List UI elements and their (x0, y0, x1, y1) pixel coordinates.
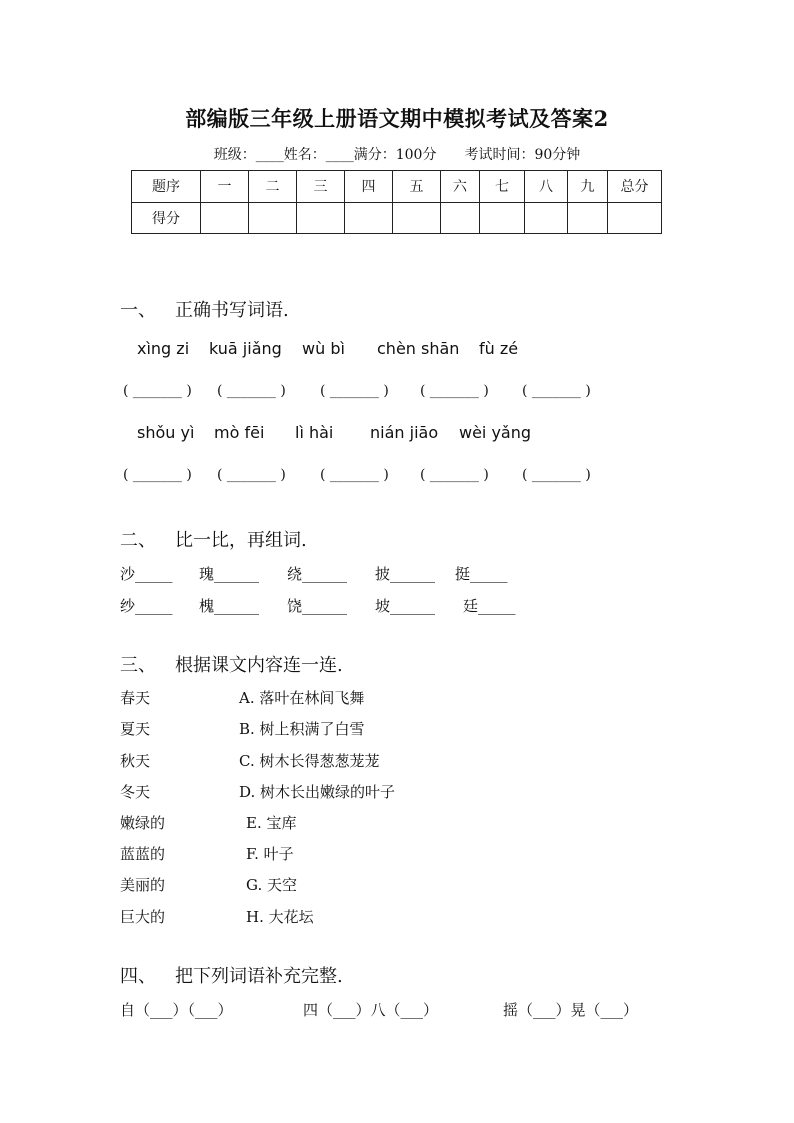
match-left-item[interactable]: 春天 (120, 689, 151, 707)
score-input-cell[interactable] (525, 202, 568, 234)
pinyin-item: lì hài (295, 423, 334, 442)
section-title: 比一比，再组词. (175, 530, 307, 551)
pinyin-item: shǒu yì (137, 423, 195, 442)
word-blank[interactable]: 披______ (375, 565, 436, 583)
page-title: 部编版三年级上册语文期中模拟考试及答案2 (185, 106, 609, 131)
match-right-item[interactable]: A. 落叶在林间飞舞 (239, 689, 365, 707)
section-title: 正确书写词语. (175, 300, 289, 321)
idiom-blank[interactable]: 自（___）（___） (120, 1001, 233, 1019)
section3-heading (120, 651, 343, 677)
answer-blank[interactable]: ( _______ ) (522, 383, 591, 399)
table-cell: 题序 (132, 171, 201, 203)
section-number: 三、 (120, 655, 156, 676)
score-input-cell[interactable] (201, 202, 249, 234)
section4-heading (120, 962, 343, 988)
answer-blank[interactable]: ( _______ ) (320, 383, 389, 399)
match-left-item[interactable]: 秋天 (120, 752, 151, 770)
pinyin-item: wèi yǎng (459, 423, 532, 442)
pinyin-item: chèn shān (377, 339, 460, 358)
score-input-cell[interactable] (297, 202, 345, 234)
section-title: 根据课文内容连一连. (175, 655, 343, 676)
word-blank[interactable]: 饶______ (287, 597, 348, 615)
word-blank[interactable]: 槐______ (199, 597, 260, 615)
word-blank[interactable]: 绕______ (287, 565, 348, 583)
match-right-item[interactable]: C. 树木长得葱葱茏茏 (239, 752, 380, 770)
score-table (131, 170, 662, 234)
pinyin-item: kuā jiǎng (209, 339, 282, 358)
word-blank[interactable]: 坡______ (375, 597, 436, 615)
score-input-cell[interactable] (480, 202, 525, 234)
match-right-item[interactable]: D. 树木长出嫩绿的叶子 (239, 783, 396, 801)
match-right-item[interactable]: F. 叶子 (246, 845, 294, 863)
answer-blank[interactable]: ( _______ ) (522, 467, 591, 483)
exam-info: 班级：____姓名：____满分：100分 考试时间：90分钟 (213, 147, 581, 163)
answer-blank[interactable]: ( _______ ) (123, 467, 192, 483)
section-number: 一、 (120, 300, 156, 321)
table-cell: 五 (393, 171, 441, 203)
score-input-cell[interactable] (393, 202, 441, 234)
word-blank[interactable]: 纱_____ (120, 597, 173, 615)
match-left-item[interactable]: 冬天 (120, 783, 151, 801)
score-table-header-row (132, 171, 662, 203)
answer-blank[interactable]: ( _______ ) (123, 383, 192, 399)
table-cell: 六 (441, 171, 480, 203)
table-cell: 一 (201, 171, 249, 203)
table-cell: 八 (525, 171, 568, 203)
match-left-item[interactable]: 巨大的 (120, 908, 166, 926)
table-cell: 总分 (608, 171, 662, 203)
word-blank[interactable]: 廷_____ (463, 597, 516, 615)
match-left-item[interactable]: 嫩绿的 (120, 814, 166, 832)
idiom-blank[interactable]: 摇（___）晃（___） (503, 1001, 639, 1019)
score-input-cell[interactable] (568, 202, 608, 234)
match-left-item[interactable]: 夏天 (120, 720, 151, 738)
section2-heading (120, 526, 307, 552)
table-cell: 二 (249, 171, 297, 203)
match-left-item[interactable]: 美丽的 (120, 876, 166, 894)
match-left-item[interactable]: 蓝蓝的 (120, 845, 166, 863)
match-right-item[interactable]: E. 宝库 (246, 814, 297, 832)
section-number: 四、 (120, 966, 156, 987)
table-cell: 九 (568, 171, 608, 203)
match-right-item[interactable]: G. 天空 (246, 876, 297, 894)
word-blank[interactable]: 沙_____ (120, 565, 173, 583)
pinyin-item: nián jiāo (370, 423, 439, 442)
section-title: 把下列词语补充完整. (175, 966, 343, 987)
score-input-cell[interactable] (441, 202, 480, 234)
table-cell: 七 (480, 171, 525, 203)
answer-blank[interactable]: ( _______ ) (420, 383, 489, 399)
answer-blank[interactable]: ( _______ ) (420, 467, 489, 483)
score-table-score-row (132, 202, 662, 234)
answer-blank[interactable]: ( _______ ) (217, 467, 286, 483)
pinyin-item: xìng zi (137, 339, 190, 358)
score-input-cell[interactable] (249, 202, 297, 234)
word-blank[interactable]: 挺_____ (455, 565, 508, 583)
pinyin-item: mò fēi (214, 423, 265, 442)
score-input-cell[interactable] (345, 202, 393, 234)
idiom-blank[interactable]: 四（___）八（___） (303, 1001, 439, 1019)
answer-blank[interactable]: ( _______ ) (320, 467, 389, 483)
word-blank[interactable]: 瑰______ (199, 565, 260, 583)
table-cell: 四 (345, 171, 393, 203)
section1-heading (120, 296, 289, 322)
score-input-cell[interactable] (608, 202, 662, 234)
pinyin-item: wù bì (302, 339, 345, 358)
pinyin-item: fù zé (479, 339, 519, 358)
table-cell: 三 (297, 171, 345, 203)
answer-blank[interactable]: ( _______ ) (217, 383, 286, 399)
match-right-item[interactable]: B. 树上积满了白雪 (239, 720, 365, 738)
section-number: 二、 (120, 530, 156, 551)
match-right-item[interactable]: H. 大花坛 (246, 908, 314, 926)
table-cell: 得分 (132, 202, 201, 234)
